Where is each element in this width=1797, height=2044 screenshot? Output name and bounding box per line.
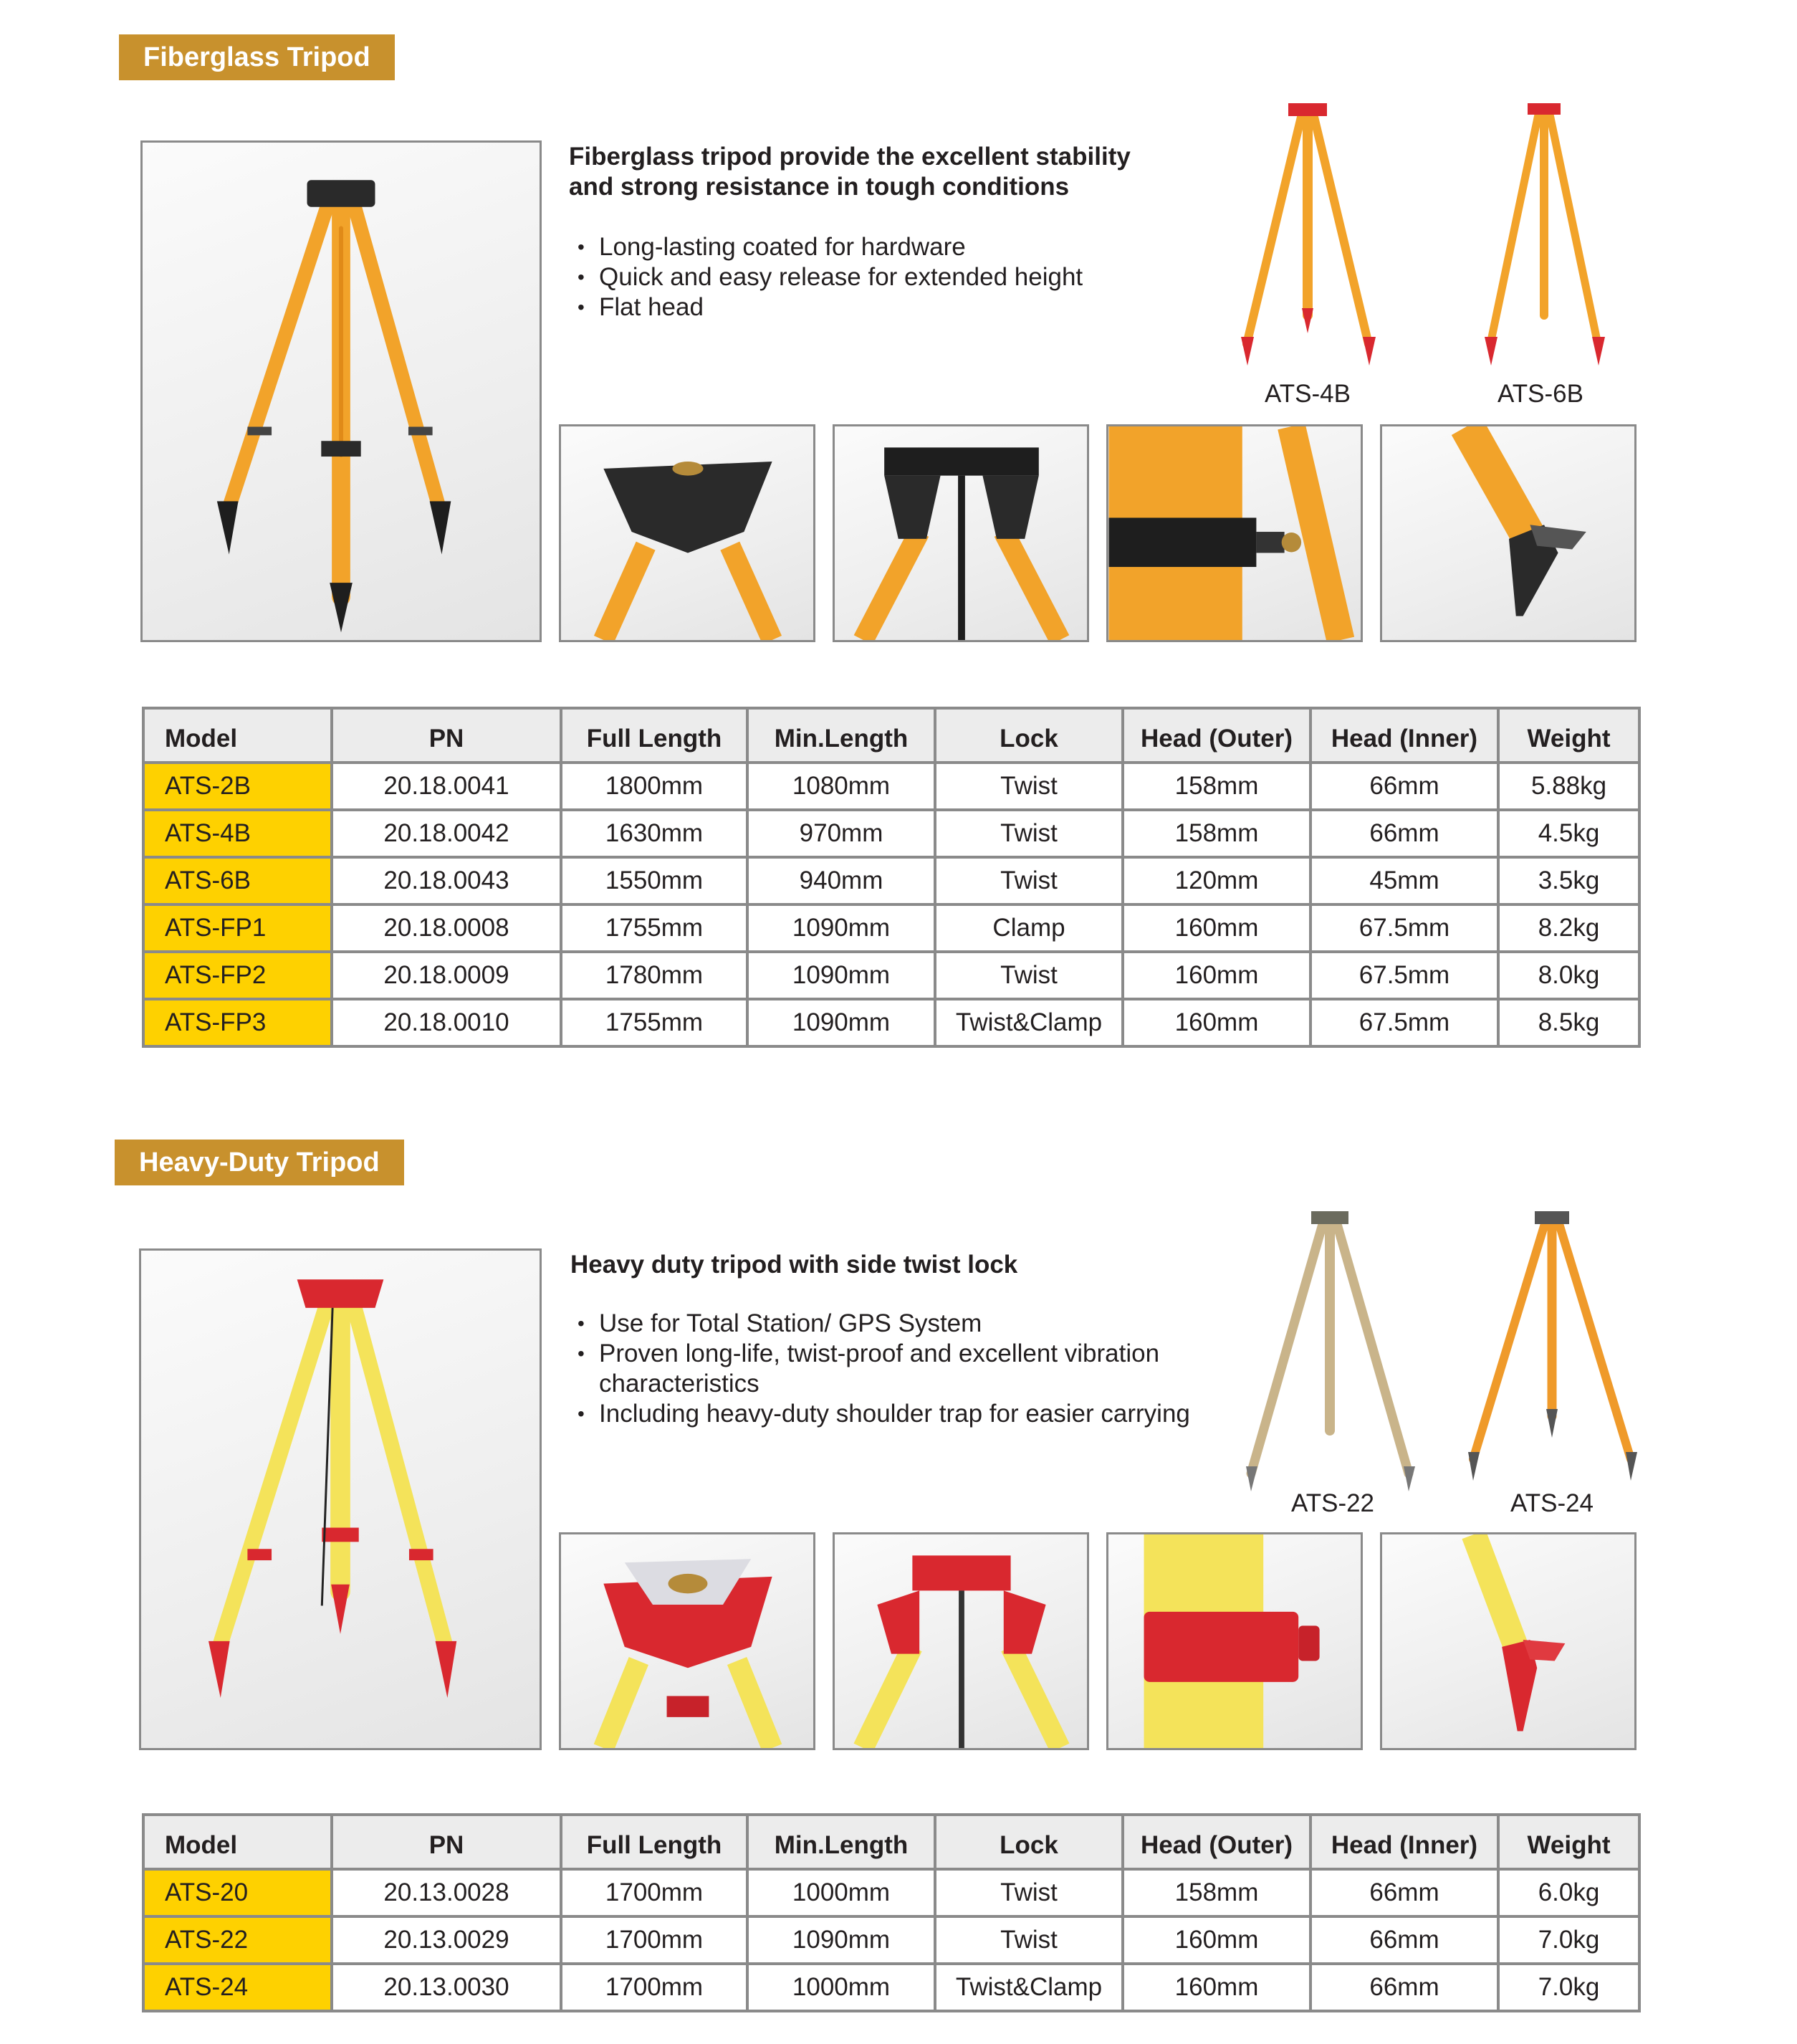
cell: 20.18.0008 <box>332 904 561 952</box>
table-row <box>143 810 1639 857</box>
cell: 160mm <box>1123 1916 1310 1964</box>
header-cell: PN <box>332 708 561 763</box>
variant-label: ATS-24 <box>1510 1489 1594 1517</box>
detail-photo-head <box>559 1532 815 1750</box>
table-header-row <box>143 708 1639 763</box>
header-cell: Min.Length <box>747 1815 935 1869</box>
cell: 8.5kg <box>1498 999 1639 1046</box>
feature-item: • Quick and easy release for extended height <box>573 262 1161 292</box>
table-row <box>143 857 1639 904</box>
cell: 1755mm <box>561 904 747 952</box>
cell: Twist <box>935 1869 1123 1916</box>
variant-label: ATS-6B <box>1498 380 1583 408</box>
detail-photo-head <box>559 424 815 642</box>
cell: 160mm <box>1123 904 1310 952</box>
model-cell: ATS-FP1 <box>143 904 332 952</box>
main-tripod-photo <box>139 1248 542 1750</box>
cell: 1000mm <box>747 1869 935 1916</box>
tripod-illustration <box>143 143 540 640</box>
feature-item: • Use for Total Station/ GPS System <box>573 1309 1232 1339</box>
header-cell: Head (Outer) <box>1123 1815 1310 1869</box>
heavy-duty-headline <box>570 1250 1017 1280</box>
model-cell: ATS-FP2 <box>143 952 332 999</box>
cell: 1550mm <box>561 857 747 904</box>
model-cell: ATS-24 <box>143 1964 332 2011</box>
header-cell: Min.Length <box>747 708 935 763</box>
header-cell: Model <box>143 1815 332 1869</box>
cell: 20.18.0041 <box>332 763 561 810</box>
cell: 5.88kg <box>1498 763 1639 810</box>
detail-photo-hinge <box>833 424 1089 642</box>
cell: 66mm <box>1310 1964 1498 2011</box>
heavy-duty-spec-table <box>142 1813 1641 2012</box>
fiberglass-spec-table <box>142 707 1641 1048</box>
table-header-row <box>143 1815 1639 1869</box>
cell: 20.13.0030 <box>332 1964 561 2011</box>
cell: Twist&Clamp <box>935 999 1123 1046</box>
cell: 1090mm <box>747 904 935 952</box>
headline-line-2: and strong resistance in tough conditions <box>569 173 1070 201</box>
cell: Twist <box>935 763 1123 810</box>
header-cell: Lock <box>935 708 1123 763</box>
feature-item: • Long-lasting coated for hardware <box>573 232 1161 262</box>
variant-label: ATS-22 <box>1290 1489 1375 1517</box>
header-cell: Full Length <box>561 708 747 763</box>
cell: 940mm <box>747 857 935 904</box>
cell: 1700mm <box>561 1964 747 2011</box>
cell: 66mm <box>1310 763 1498 810</box>
cell: 1755mm <box>561 999 747 1046</box>
cell: 7.0kg <box>1498 1916 1639 1964</box>
variant-tripod-image <box>1459 1208 1645 1495</box>
detail-photo-clamp <box>1106 1532 1363 1750</box>
model-cell: ATS-FP3 <box>143 999 332 1046</box>
feature-item: • Flat head <box>573 292 1161 323</box>
header-cell: Model <box>143 708 332 763</box>
cell: 1800mm <box>561 763 747 810</box>
cell: 120mm <box>1123 857 1310 904</box>
cell: 67.5mm <box>1310 999 1498 1046</box>
variant-label: ATS-4B <box>1265 380 1351 408</box>
variant-tripod-image <box>1225 100 1390 373</box>
cell: 6.0kg <box>1498 1869 1639 1916</box>
cell: 20.18.0009 <box>332 952 561 999</box>
cell: 20.18.0043 <box>332 857 561 904</box>
model-cell: ATS-6B <box>143 857 332 904</box>
cell: Twist <box>935 952 1123 999</box>
detail-photo-foot <box>1380 1532 1637 1750</box>
cell: 66mm <box>1310 810 1498 857</box>
table-row <box>143 904 1639 952</box>
cell: Twist&Clamp <box>935 1964 1123 2011</box>
cell: 66mm <box>1310 1916 1498 1964</box>
cell: 67.5mm <box>1310 904 1498 952</box>
cell: 67.5mm <box>1310 952 1498 999</box>
header-cell: PN <box>332 1815 561 1869</box>
cell: 4.5kg <box>1498 810 1639 857</box>
cell: 20.13.0029 <box>332 1916 561 1964</box>
cell: 1780mm <box>561 952 747 999</box>
cell: 66mm <box>1310 1869 1498 1916</box>
cell: 20.13.0028 <box>332 1869 561 1916</box>
model-cell: ATS-20 <box>143 1869 332 1916</box>
cell: 8.2kg <box>1498 904 1639 952</box>
cell: 160mm <box>1123 952 1310 999</box>
header-cell: Full Length <box>561 1815 747 1869</box>
cell: 20.18.0042 <box>332 810 561 857</box>
cell: 158mm <box>1123 1869 1310 1916</box>
table-row <box>143 1869 1639 1916</box>
detail-photo-hinge <box>833 1532 1089 1750</box>
cell: 158mm <box>1123 763 1310 810</box>
header-cell: Head (Outer) <box>1123 708 1310 763</box>
header-cell: Lock <box>935 1815 1123 1869</box>
table-row <box>143 763 1639 810</box>
cell: 1080mm <box>747 763 935 810</box>
cell: 1090mm <box>747 999 935 1046</box>
cell: 158mm <box>1123 810 1310 857</box>
header-cell: Weight <box>1498 1815 1639 1869</box>
fiberglass-headline <box>569 142 1131 202</box>
cell: 1000mm <box>747 1964 935 2011</box>
variant-tripod-image <box>1237 1208 1423 1495</box>
cell: 45mm <box>1310 857 1498 904</box>
cell: Clamp <box>935 904 1123 952</box>
cell: 1090mm <box>747 1916 935 1964</box>
heavy-duty-feature-list <box>573 1309 1232 1429</box>
table-row <box>143 1916 1639 1964</box>
header-cell: Head (Inner) <box>1310 708 1498 763</box>
cell: Twist <box>935 1916 1123 1964</box>
variant-tripod-image <box>1462 100 1626 373</box>
feature-item: • Proven long-life, twist-proof and excellent vibration characteristics <box>573 1339 1232 1399</box>
cell: 3.5kg <box>1498 857 1639 904</box>
cell: 1700mm <box>561 1869 747 1916</box>
table-row <box>143 999 1639 1046</box>
headline-line-1: Fiberglass tripod provide the excellent stability <box>569 143 1131 171</box>
cell: 160mm <box>1123 999 1310 1046</box>
tripod-illustration <box>141 1251 540 1748</box>
cell: 20.18.0010 <box>332 999 561 1046</box>
cell: 1090mm <box>747 952 935 999</box>
feature-item: • Including heavy-duty shoulder trap for easier carrying <box>573 1399 1232 1429</box>
section-title-fiberglass: Fiberglass Tripod <box>119 34 395 80</box>
cell: 1700mm <box>561 1916 747 1964</box>
cell: 160mm <box>1123 1964 1310 2011</box>
model-cell: ATS-2B <box>143 763 332 810</box>
fiberglass-feature-list <box>573 232 1161 323</box>
detail-photo-foot <box>1380 424 1637 642</box>
table-row <box>143 1964 1639 2011</box>
headline-line-1: Heavy duty tripod with side twist lock <box>570 1251 1018 1279</box>
cell: 7.0kg <box>1498 1964 1639 2011</box>
cell: Twist <box>935 810 1123 857</box>
main-tripod-photo <box>140 140 542 642</box>
header-cell: Weight <box>1498 708 1639 763</box>
header-cell: Head (Inner) <box>1310 1815 1498 1869</box>
model-cell: ATS-22 <box>143 1916 332 1964</box>
cell: 8.0kg <box>1498 952 1639 999</box>
section-title-heavy-duty: Heavy-Duty Tripod <box>115 1140 404 1185</box>
cell: 970mm <box>747 810 935 857</box>
table-row <box>143 952 1639 999</box>
cell: 1630mm <box>561 810 747 857</box>
model-cell: ATS-4B <box>143 810 332 857</box>
cell: Twist <box>935 857 1123 904</box>
detail-photo-clamp <box>1106 424 1363 642</box>
